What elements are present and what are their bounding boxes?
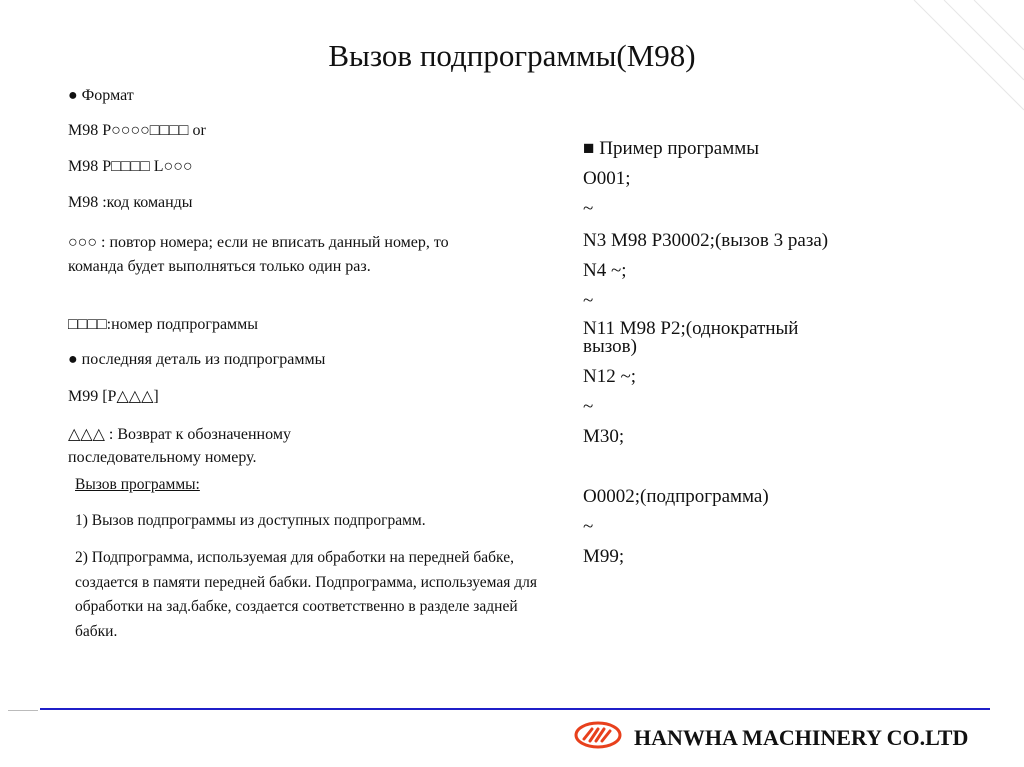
hanwha-logo-icon (574, 721, 622, 749)
example-line: ~ (583, 198, 594, 219)
subprogram-number-description: □□□□:номер подпрограммы (68, 316, 259, 333)
return-description: △△△ : Возврат к обозначенному последовательному номеру. (68, 426, 291, 466)
example-line: ~ (583, 516, 594, 537)
decorative-lines (874, 0, 1024, 150)
repeat-description: ○○○ : повтор номера; если не вписать данный номер, то команда будет выполняться только один раз. (68, 234, 449, 275)
call-heading: Вызов программы: (75, 476, 200, 493)
format-line-3: M98 :код команды (68, 194, 193, 211)
example-line: ~ (583, 290, 594, 311)
example-line: O001; (583, 168, 631, 189)
last-detail-heading: ● последняя деталь из подпрограммы (68, 351, 326, 368)
format-heading: ● Формат (68, 87, 134, 104)
company-name: HANWHA MACHINERY CO.LTD (634, 725, 969, 750)
example-line: N3 M98 P30002;(вызов 3 раза) (583, 230, 829, 251)
footer-divider-left (8, 710, 38, 711)
footer-divider (40, 708, 990, 710)
example-heading: ■ Пример программы (583, 138, 760, 159)
example-line: N11 M98 P2;(однократный вызов) (583, 318, 799, 357)
m99-line: M99 [P△△△] (68, 388, 159, 405)
example-line: N12 ~; (583, 366, 637, 387)
example-line: N4 ~; (583, 260, 627, 281)
page-title: Вызов подпрограммы(M98) (328, 38, 696, 73)
call-item-1: 1) Вызов подпрограммы из доступных подпрограмм. (75, 512, 426, 529)
example-line: M30; (583, 426, 625, 447)
example-line: M99; (583, 546, 625, 567)
call-item-2: 2) Подпрограмма, используемая для обработки на передней бабке, создается в памяти передней бабки. Подпрограмма, используемая для обработки на зад.бабке, создается соответственно в разделе задней бабки. (75, 549, 537, 640)
format-line-2: M98 P□□□□ L○○○ (68, 158, 193, 175)
example-line: ~ (583, 396, 594, 417)
format-line-1: M98 P○○○○□□□□ or (68, 122, 206, 139)
example-line: O0002;(подпрограмма) (583, 486, 769, 507)
